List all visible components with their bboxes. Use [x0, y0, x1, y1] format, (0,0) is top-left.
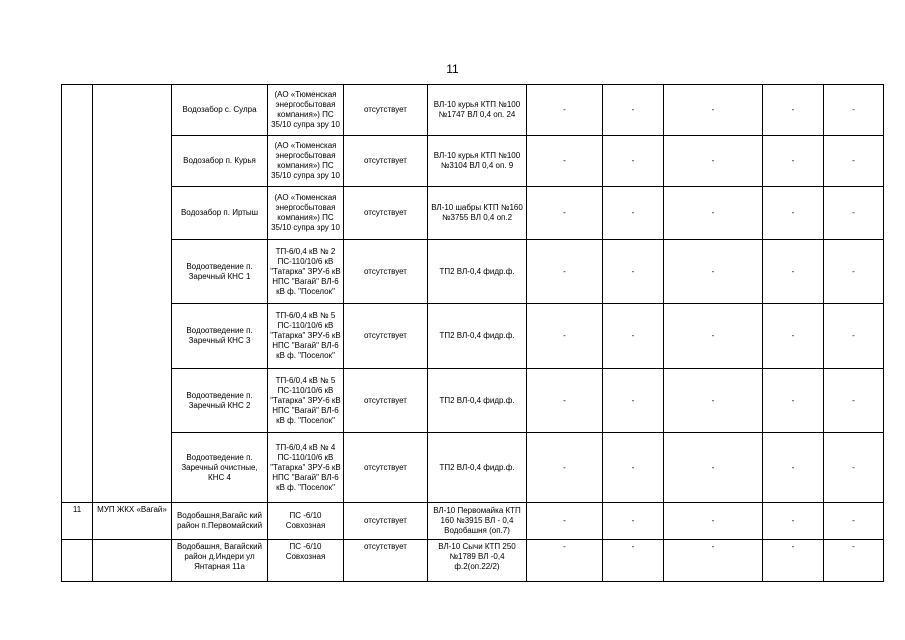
cell-object: Водоотведение п. Заречный КНС 1 — [172, 240, 268, 304]
cell-value: - — [664, 503, 763, 540]
table-row — [62, 304, 884, 369]
table-row — [62, 85, 884, 136]
cell-organization: МУП ЖКХ «Вагай» — [93, 503, 172, 540]
cell-supply: ТП-6/0,4 кВ № 2 ПС-110/10/6 кВ "Татарка" ЗРУ-6 кВ НПС "Вагай" ВЛ-6 кВ ф. "Поселок" — [268, 240, 344, 304]
cell-value: - — [527, 540, 603, 582]
cell-status: отсутствует — [344, 187, 428, 240]
page-number: 11 — [446, 62, 459, 76]
table-row — [62, 540, 884, 582]
cell-value: - — [603, 240, 664, 304]
cell-value: - — [664, 187, 763, 240]
cell-value: - — [527, 433, 603, 503]
cell-status: отсутствует — [344, 369, 428, 433]
cell-line: ВЛ-10 Сычи КТП 250 №1789 ВЛ -0,4 ф.2(оп.22/2) — [428, 540, 527, 582]
cell-value: - — [664, 304, 763, 369]
cell-value: - — [824, 540, 884, 582]
cell-value: - — [603, 540, 664, 582]
cell-value: - — [763, 433, 824, 503]
cell-value: - — [664, 240, 763, 304]
facilities-table — [61, 84, 884, 582]
cell-value: - — [527, 240, 603, 304]
cell-value: - — [527, 304, 603, 369]
cell-value: - — [603, 433, 664, 503]
cell-value: - — [603, 369, 664, 433]
cell-value: - — [603, 187, 664, 240]
cell-line: ТП2 ВЛ-0,4 фидр.ф. — [428, 240, 527, 304]
cell-supply: ТП-6/0,4 кВ № 5 ПС-110/10/6 кВ "Татарка" ЗРУ-6 кВ НПС "Вагай" ВЛ-6 кВ ф. "Поселок" — [268, 369, 344, 433]
cell-value: - — [824, 304, 884, 369]
cell-organization — [93, 540, 172, 582]
cell-line: ТП2 ВЛ-0,4 фидр.ф. — [428, 369, 527, 433]
table-row — [62, 433, 884, 503]
cell-line: ВЛ-10 шабры КТП №160 №3755 ВЛ 0,4 оп.2 — [428, 187, 527, 240]
cell-value: - — [824, 503, 884, 540]
cell-value: - — [603, 503, 664, 540]
cell-value: - — [824, 187, 884, 240]
cell-supply: ТП-6/0,4 кВ № 5 ПС-110/10/6 кВ "Татарка" ЗРУ-6 кВ НПС "Вагай" ВЛ-6 кВ ф. "Поселок" — [268, 304, 344, 369]
cell-value: - — [824, 433, 884, 503]
cell-status: отсутствует — [344, 136, 428, 187]
cell-value: - — [763, 187, 824, 240]
cell-object: Водобашня,Вагайс кий район п.Первомайский — [172, 503, 268, 540]
cell-value: - — [527, 85, 603, 136]
cell-line: ВЛ-10 Первомайка КТП 160 №3915 ВЛ - 0,4 Водобашня (оп.7) — [428, 503, 527, 540]
table-row — [62, 240, 884, 304]
cell-object: Водобашня, Вагайский район д.Индери ул Янтарная 11а — [172, 540, 268, 582]
cell-status: отсутствует — [344, 503, 428, 540]
cell-supply: ПС -6/10 Совхозная — [268, 540, 344, 582]
cell-object: Водозабор п. Иртыш — [172, 187, 268, 240]
cell-value: - — [664, 369, 763, 433]
cell-value: - — [527, 136, 603, 187]
cell-value: - — [763, 136, 824, 187]
cell-object: Водоотведение п. Заречный КНС 3 — [172, 304, 268, 369]
cell-line: ТП2 ВЛ-0,4 фидр.ф. — [428, 304, 527, 369]
cell-line: ВЛ-10 курья КТП №100 №3104 ВЛ 0,4 оп. 9 — [428, 136, 527, 187]
cell-number: 11 — [62, 503, 93, 540]
table-row — [62, 136, 884, 187]
cell-value: - — [824, 136, 884, 187]
cell-supply: (АО «Тюменская энергосбытовая компания») ПС 35/10 супра зру 10 — [268, 187, 344, 240]
cell-supply: ПС -6/10 Совхозная — [268, 503, 344, 540]
cell-value: - — [664, 540, 763, 582]
cell-status: отсутствует — [344, 433, 428, 503]
cell-status: отсутствует — [344, 540, 428, 582]
cell-value: - — [763, 369, 824, 433]
cell-object: Водозабор п. Курья — [172, 136, 268, 187]
cell-supply: ТП-6/0,4 кВ № 4 ПС-110/10/6 кВ "Татарка" ЗРУ-6 кВ НПС "Вагай" ВЛ-6 кВ ф. "Поселок" — [268, 433, 344, 503]
cell-organization — [93, 85, 172, 503]
cell-object: Водоотведение п. Заречный КНС 2 — [172, 369, 268, 433]
cell-value: - — [763, 503, 824, 540]
cell-value: - — [603, 136, 664, 187]
cell-supply: (АО «Тюменская энергосбытовая компания») ПС 35/10 супра зру 10 — [268, 136, 344, 187]
cell-value: - — [824, 369, 884, 433]
cell-value: - — [763, 304, 824, 369]
cell-value: - — [603, 85, 664, 136]
cell-status: отсутствует — [344, 85, 428, 136]
cell-value: - — [527, 503, 603, 540]
cell-status: отсутствует — [344, 240, 428, 304]
cell-value: - — [527, 187, 603, 240]
cell-value: - — [824, 85, 884, 136]
cell-number — [62, 85, 93, 503]
cell-status: отсутствует — [344, 304, 428, 369]
cell-object: Водозабор с. Сулра — [172, 85, 268, 136]
cell-supply: (АО «Тюменская энергосбытовая компания») ПС 35/10 супра зру 10 — [268, 85, 344, 136]
cell-value: - — [664, 136, 763, 187]
cell-line: ТП2 ВЛ-0,4 фидр.ф. — [428, 433, 527, 503]
cell-value: - — [763, 540, 824, 582]
cell-line: ВЛ-10 курья КТП №100 №1747 ВЛ 0,4 оп. 24 — [428, 85, 527, 136]
table-row — [62, 369, 884, 433]
table-row — [62, 503, 884, 540]
cell-number — [62, 540, 93, 582]
cell-value: - — [824, 240, 884, 304]
cell-value: - — [763, 240, 824, 304]
cell-value: - — [527, 369, 603, 433]
cell-value: - — [664, 433, 763, 503]
table-row — [62, 187, 884, 240]
cell-value: - — [603, 304, 664, 369]
cell-value: - — [763, 85, 824, 136]
cell-object: Водоотведение п. Заречный очистные, КНС 4 — [172, 433, 268, 503]
cell-value: - — [664, 85, 763, 136]
